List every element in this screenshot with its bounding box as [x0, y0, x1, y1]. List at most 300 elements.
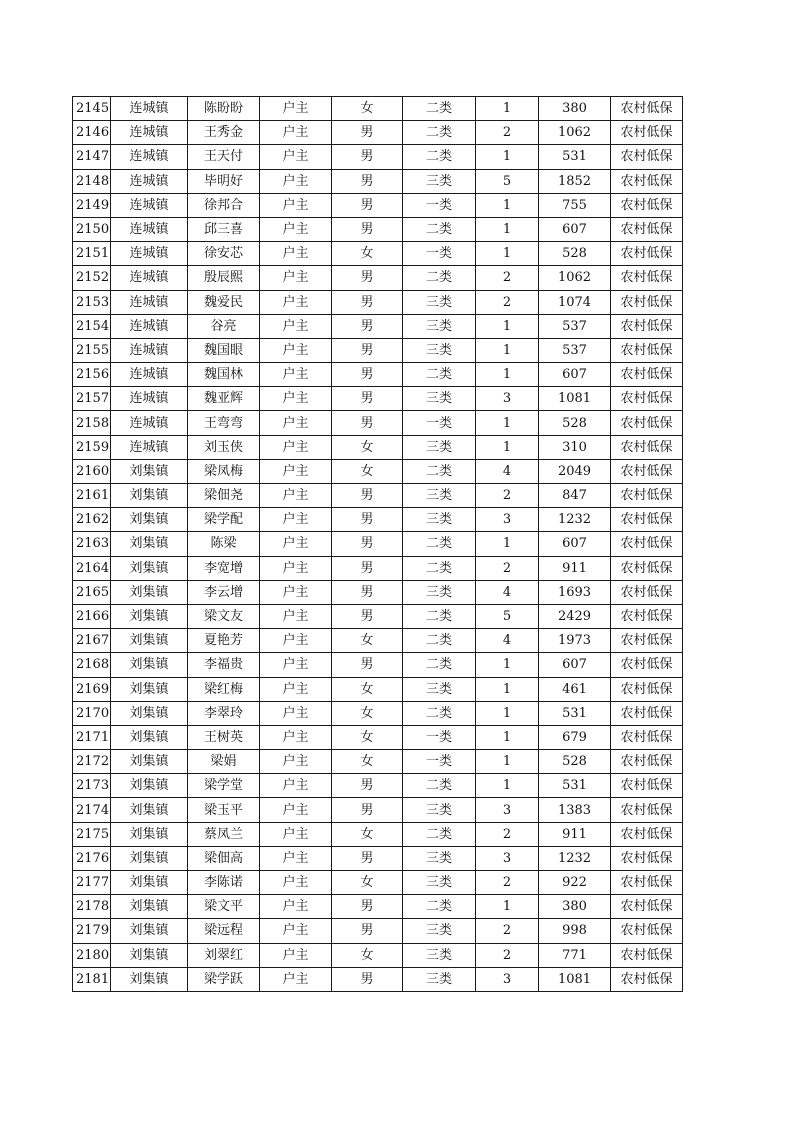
assistance-type-cell: 农村低保 — [611, 266, 683, 290]
name-cell: 梁玉平 — [188, 798, 260, 822]
serial-number-cell: 2171 — [73, 725, 111, 749]
serial-number-cell: 2146 — [73, 121, 111, 145]
gender-cell: 男 — [332, 145, 403, 169]
town-cell: 刘集镇 — [111, 484, 188, 508]
relation-cell: 户主 — [260, 895, 332, 919]
gender-cell: 男 — [332, 508, 403, 532]
gender-cell: 女 — [332, 943, 403, 967]
relation-cell: 户主 — [260, 314, 332, 338]
amount-cell: 380 — [539, 895, 611, 919]
amount-cell: 528 — [539, 411, 611, 435]
town-cell: 连城镇 — [111, 363, 188, 387]
name-cell: 陈梁 — [188, 532, 260, 556]
assistance-type-cell: 农村低保 — [611, 193, 683, 217]
relation-cell: 户主 — [260, 725, 332, 749]
gender-cell: 男 — [332, 580, 403, 604]
table-row — [73, 314, 683, 338]
household-size-cell: 1 — [476, 677, 539, 701]
household-size-cell: 1 — [476, 97, 539, 121]
name-cell: 刘玉侠 — [188, 435, 260, 459]
table-row — [73, 169, 683, 193]
household-size-cell: 2 — [476, 871, 539, 895]
town-cell: 刘集镇 — [111, 556, 188, 580]
relation-cell: 户主 — [260, 363, 332, 387]
name-cell: 梁远程 — [188, 919, 260, 943]
category-cell: 二类 — [403, 97, 476, 121]
assistance-type-cell: 农村低保 — [611, 435, 683, 459]
table-row — [73, 290, 683, 314]
household-size-cell: 2 — [476, 822, 539, 846]
amount-cell: 911 — [539, 556, 611, 580]
table-row — [73, 266, 683, 290]
category-cell: 一类 — [403, 193, 476, 217]
name-cell: 王弯弯 — [188, 411, 260, 435]
relation-cell: 户主 — [260, 435, 332, 459]
category-cell: 二类 — [403, 895, 476, 919]
town-cell: 刘集镇 — [111, 532, 188, 556]
serial-number-cell: 2152 — [73, 266, 111, 290]
serial-number-cell: 2155 — [73, 338, 111, 362]
gender-cell: 男 — [332, 846, 403, 870]
amount-cell: 1074 — [539, 290, 611, 314]
serial-number-cell: 2150 — [73, 217, 111, 241]
gender-cell: 男 — [332, 798, 403, 822]
assistance-type-cell: 农村低保 — [611, 822, 683, 846]
beneficiary-table — [72, 96, 683, 992]
category-cell: 三类 — [403, 677, 476, 701]
name-cell: 李翠玲 — [188, 701, 260, 725]
town-cell: 刘集镇 — [111, 653, 188, 677]
amount-cell: 1232 — [539, 508, 611, 532]
serial-number-cell: 2157 — [73, 387, 111, 411]
town-cell: 连城镇 — [111, 290, 188, 314]
assistance-type-cell: 农村低保 — [611, 919, 683, 943]
assistance-type-cell: 农村低保 — [611, 121, 683, 145]
assistance-type-cell: 农村低保 — [611, 580, 683, 604]
household-size-cell: 1 — [476, 750, 539, 774]
serial-number-cell: 2169 — [73, 677, 111, 701]
category-cell: 二类 — [403, 266, 476, 290]
town-cell: 刘集镇 — [111, 919, 188, 943]
category-cell: 二类 — [403, 363, 476, 387]
name-cell: 蔡凤兰 — [188, 822, 260, 846]
serial-number-cell: 2154 — [73, 314, 111, 338]
relation-cell: 户主 — [260, 556, 332, 580]
category-cell: 三类 — [403, 943, 476, 967]
amount-cell: 2429 — [539, 604, 611, 628]
table-row — [73, 967, 683, 991]
category-cell: 三类 — [403, 314, 476, 338]
table-row — [73, 653, 683, 677]
household-size-cell: 1 — [476, 217, 539, 241]
name-cell: 梁佃高 — [188, 846, 260, 870]
serial-number-cell: 2160 — [73, 459, 111, 483]
name-cell: 李陈诺 — [188, 871, 260, 895]
serial-number-cell: 2168 — [73, 653, 111, 677]
household-size-cell: 3 — [476, 798, 539, 822]
serial-number-cell: 2173 — [73, 774, 111, 798]
gender-cell: 男 — [332, 484, 403, 508]
gender-cell: 男 — [332, 532, 403, 556]
gender-cell: 男 — [332, 604, 403, 628]
category-cell: 三类 — [403, 484, 476, 508]
category-cell: 二类 — [403, 145, 476, 169]
assistance-type-cell: 农村低保 — [611, 871, 683, 895]
name-cell: 魏爱民 — [188, 290, 260, 314]
gender-cell: 男 — [332, 193, 403, 217]
town-cell: 连城镇 — [111, 338, 188, 362]
category-cell: 二类 — [403, 121, 476, 145]
assistance-type-cell: 农村低保 — [611, 967, 683, 991]
category-cell: 二类 — [403, 604, 476, 628]
assistance-type-cell: 农村低保 — [611, 653, 683, 677]
household-size-cell: 4 — [476, 580, 539, 604]
relation-cell: 户主 — [260, 604, 332, 628]
category-cell: 三类 — [403, 798, 476, 822]
table-row — [73, 798, 683, 822]
relation-cell: 户主 — [260, 193, 332, 217]
town-cell: 刘集镇 — [111, 822, 188, 846]
household-size-cell: 2 — [476, 484, 539, 508]
gender-cell: 男 — [332, 967, 403, 991]
name-cell: 梁凤梅 — [188, 459, 260, 483]
table-row — [73, 411, 683, 435]
serial-number-cell: 2149 — [73, 193, 111, 217]
category-cell: 一类 — [403, 411, 476, 435]
relation-cell: 户主 — [260, 798, 332, 822]
category-cell: 二类 — [403, 532, 476, 556]
amount-cell: 2049 — [539, 459, 611, 483]
household-size-cell: 3 — [476, 387, 539, 411]
serial-number-cell: 2158 — [73, 411, 111, 435]
assistance-type-cell: 农村低保 — [611, 750, 683, 774]
household-size-cell: 3 — [476, 846, 539, 870]
gender-cell: 男 — [332, 266, 403, 290]
relation-cell: 户主 — [260, 943, 332, 967]
amount-cell: 1852 — [539, 169, 611, 193]
relation-cell: 户主 — [260, 532, 332, 556]
assistance-type-cell: 农村低保 — [611, 145, 683, 169]
town-cell: 连城镇 — [111, 411, 188, 435]
table-row — [73, 701, 683, 725]
serial-number-cell: 2165 — [73, 580, 111, 604]
table-row — [73, 750, 683, 774]
relation-cell: 户主 — [260, 580, 332, 604]
assistance-type-cell: 农村低保 — [611, 701, 683, 725]
name-cell: 毕明好 — [188, 169, 260, 193]
gender-cell: 女 — [332, 459, 403, 483]
amount-cell: 771 — [539, 943, 611, 967]
amount-cell: 755 — [539, 193, 611, 217]
relation-cell: 户主 — [260, 750, 332, 774]
relation-cell: 户主 — [260, 701, 332, 725]
town-cell: 刘集镇 — [111, 846, 188, 870]
relation-cell: 户主 — [260, 822, 332, 846]
household-size-cell: 1 — [476, 895, 539, 919]
assistance-type-cell: 农村低保 — [611, 677, 683, 701]
name-cell: 梁文友 — [188, 604, 260, 628]
assistance-type-cell: 农村低保 — [611, 459, 683, 483]
gender-cell: 女 — [332, 701, 403, 725]
household-size-cell: 5 — [476, 604, 539, 628]
serial-number-cell: 2166 — [73, 604, 111, 628]
table-row — [73, 604, 683, 628]
town-cell: 刘集镇 — [111, 750, 188, 774]
amount-cell: 1383 — [539, 798, 611, 822]
gender-cell: 男 — [332, 363, 403, 387]
household-size-cell: 1 — [476, 532, 539, 556]
serial-number-cell: 2159 — [73, 435, 111, 459]
table-row — [73, 97, 683, 121]
table-body — [73, 97, 683, 992]
name-cell: 梁红梅 — [188, 677, 260, 701]
serial-number-cell: 2147 — [73, 145, 111, 169]
table-row — [73, 363, 683, 387]
table-row — [73, 532, 683, 556]
amount-cell: 537 — [539, 314, 611, 338]
household-size-cell: 1 — [476, 363, 539, 387]
category-cell: 二类 — [403, 653, 476, 677]
serial-number-cell: 2180 — [73, 943, 111, 967]
name-cell: 梁文平 — [188, 895, 260, 919]
serial-number-cell: 2162 — [73, 508, 111, 532]
table-row — [73, 556, 683, 580]
relation-cell: 户主 — [260, 967, 332, 991]
table-row — [73, 725, 683, 749]
household-size-cell: 2 — [476, 556, 539, 580]
household-size-cell: 1 — [476, 725, 539, 749]
serial-number-cell: 2174 — [73, 798, 111, 822]
category-cell: 三类 — [403, 508, 476, 532]
town-cell: 连城镇 — [111, 193, 188, 217]
assistance-type-cell: 农村低保 — [611, 846, 683, 870]
table-row — [73, 822, 683, 846]
name-cell: 李云增 — [188, 580, 260, 604]
amount-cell: 922 — [539, 871, 611, 895]
table-row — [73, 338, 683, 362]
table-row — [73, 871, 683, 895]
category-cell: 二类 — [403, 774, 476, 798]
household-size-cell: 2 — [476, 919, 539, 943]
gender-cell: 女 — [332, 435, 403, 459]
table-row — [73, 919, 683, 943]
amount-cell: 461 — [539, 677, 611, 701]
serial-number-cell: 2151 — [73, 242, 111, 266]
household-size-cell: 4 — [476, 459, 539, 483]
town-cell: 刘集镇 — [111, 604, 188, 628]
household-size-cell: 1 — [476, 193, 539, 217]
town-cell: 刘集镇 — [111, 967, 188, 991]
gender-cell: 男 — [332, 895, 403, 919]
table-row — [73, 943, 683, 967]
assistance-type-cell: 农村低保 — [611, 338, 683, 362]
table-row — [73, 145, 683, 169]
name-cell: 刘翠红 — [188, 943, 260, 967]
relation-cell: 户主 — [260, 411, 332, 435]
name-cell: 王树英 — [188, 725, 260, 749]
name-cell: 梁学堂 — [188, 774, 260, 798]
amount-cell: 911 — [539, 822, 611, 846]
category-cell: 三类 — [403, 580, 476, 604]
table-row — [73, 193, 683, 217]
household-size-cell: 2 — [476, 943, 539, 967]
town-cell: 连城镇 — [111, 97, 188, 121]
category-cell: 三类 — [403, 919, 476, 943]
household-size-cell: 2 — [476, 266, 539, 290]
household-size-cell: 4 — [476, 629, 539, 653]
name-cell: 梁佃尧 — [188, 484, 260, 508]
name-cell: 梁学配 — [188, 508, 260, 532]
town-cell: 刘集镇 — [111, 629, 188, 653]
name-cell: 殷辰熙 — [188, 266, 260, 290]
table-row — [73, 217, 683, 241]
household-size-cell: 1 — [476, 701, 539, 725]
town-cell: 连城镇 — [111, 169, 188, 193]
gender-cell: 女 — [332, 871, 403, 895]
category-cell: 三类 — [403, 846, 476, 870]
table-row — [73, 121, 683, 145]
amount-cell: 1693 — [539, 580, 611, 604]
amount-cell: 1062 — [539, 266, 611, 290]
relation-cell: 户主 — [260, 508, 332, 532]
table-row — [73, 387, 683, 411]
gender-cell: 女 — [332, 97, 403, 121]
town-cell: 连城镇 — [111, 387, 188, 411]
relation-cell: 户主 — [260, 121, 332, 145]
name-cell: 徐安芯 — [188, 242, 260, 266]
assistance-type-cell: 农村低保 — [611, 943, 683, 967]
amount-cell: 310 — [539, 435, 611, 459]
assistance-type-cell: 农村低保 — [611, 556, 683, 580]
amount-cell: 537 — [539, 338, 611, 362]
relation-cell: 户主 — [260, 387, 332, 411]
town-cell: 刘集镇 — [111, 580, 188, 604]
table-row — [73, 580, 683, 604]
serial-number-cell: 2170 — [73, 701, 111, 725]
category-cell: 一类 — [403, 750, 476, 774]
category-cell: 一类 — [403, 242, 476, 266]
category-cell: 二类 — [403, 822, 476, 846]
town-cell: 刘集镇 — [111, 774, 188, 798]
household-size-cell: 2 — [476, 290, 539, 314]
relation-cell: 户主 — [260, 459, 332, 483]
category-cell: 二类 — [403, 629, 476, 653]
town-cell: 连城镇 — [111, 266, 188, 290]
serial-number-cell: 2145 — [73, 97, 111, 121]
assistance-type-cell: 农村低保 — [611, 363, 683, 387]
serial-number-cell: 2178 — [73, 895, 111, 919]
relation-cell: 户主 — [260, 677, 332, 701]
household-size-cell: 3 — [476, 967, 539, 991]
serial-number-cell: 2172 — [73, 750, 111, 774]
name-cell: 王天付 — [188, 145, 260, 169]
name-cell: 陈盼盼 — [188, 97, 260, 121]
gender-cell: 男 — [332, 314, 403, 338]
assistance-type-cell: 农村低保 — [611, 97, 683, 121]
household-size-cell: 1 — [476, 653, 539, 677]
household-size-cell: 1 — [476, 774, 539, 798]
assistance-type-cell: 农村低保 — [611, 798, 683, 822]
assistance-type-cell: 农村低保 — [611, 169, 683, 193]
gender-cell: 女 — [332, 629, 403, 653]
name-cell: 王秀金 — [188, 121, 260, 145]
serial-number-cell: 2177 — [73, 871, 111, 895]
town-cell: 刘集镇 — [111, 508, 188, 532]
amount-cell: 1062 — [539, 121, 611, 145]
serial-number-cell: 2153 — [73, 290, 111, 314]
amount-cell: 607 — [539, 653, 611, 677]
town-cell: 连城镇 — [111, 145, 188, 169]
name-cell: 梁娟 — [188, 750, 260, 774]
household-size-cell: 2 — [476, 121, 539, 145]
amount-cell: 1081 — [539, 387, 611, 411]
amount-cell: 607 — [539, 363, 611, 387]
household-size-cell: 3 — [476, 508, 539, 532]
relation-cell: 户主 — [260, 484, 332, 508]
household-size-cell: 1 — [476, 338, 539, 362]
assistance-type-cell: 农村低保 — [611, 725, 683, 749]
relation-cell: 户主 — [260, 919, 332, 943]
serial-number-cell: 2156 — [73, 363, 111, 387]
amount-cell: 998 — [539, 919, 611, 943]
relation-cell: 户主 — [260, 871, 332, 895]
assistance-type-cell: 农村低保 — [611, 774, 683, 798]
gender-cell: 女 — [332, 822, 403, 846]
amount-cell: 531 — [539, 145, 611, 169]
serial-number-cell: 2181 — [73, 967, 111, 991]
table-row — [73, 484, 683, 508]
relation-cell: 户主 — [260, 653, 332, 677]
assistance-type-cell: 农村低保 — [611, 604, 683, 628]
relation-cell: 户主 — [260, 217, 332, 241]
assistance-type-cell: 农村低保 — [611, 532, 683, 556]
gender-cell: 男 — [332, 411, 403, 435]
gender-cell: 女 — [332, 677, 403, 701]
category-cell: 二类 — [403, 556, 476, 580]
category-cell: 二类 — [403, 217, 476, 241]
assistance-type-cell: 农村低保 — [611, 242, 683, 266]
assistance-type-cell: 农村低保 — [611, 629, 683, 653]
gender-cell: 男 — [332, 387, 403, 411]
assistance-type-cell: 农村低保 — [611, 387, 683, 411]
town-cell: 刘集镇 — [111, 725, 188, 749]
name-cell: 谷亮 — [188, 314, 260, 338]
name-cell: 夏艳芳 — [188, 629, 260, 653]
category-cell: 三类 — [403, 967, 476, 991]
category-cell: 二类 — [403, 701, 476, 725]
gender-cell: 男 — [332, 169, 403, 193]
name-cell: 邱三喜 — [188, 217, 260, 241]
household-size-cell: 1 — [476, 435, 539, 459]
category-cell: 三类 — [403, 387, 476, 411]
relation-cell: 户主 — [260, 338, 332, 362]
town-cell: 连城镇 — [111, 435, 188, 459]
name-cell: 李宽增 — [188, 556, 260, 580]
amount-cell: 531 — [539, 701, 611, 725]
household-size-cell: 1 — [476, 145, 539, 169]
amount-cell: 1973 — [539, 629, 611, 653]
town-cell: 刘集镇 — [111, 459, 188, 483]
amount-cell: 528 — [539, 242, 611, 266]
gender-cell: 男 — [332, 338, 403, 362]
relation-cell: 户主 — [260, 846, 332, 870]
gender-cell: 男 — [332, 774, 403, 798]
name-cell: 魏亚辉 — [188, 387, 260, 411]
town-cell: 刘集镇 — [111, 943, 188, 967]
serial-number-cell: 2175 — [73, 822, 111, 846]
serial-number-cell: 2148 — [73, 169, 111, 193]
town-cell: 连城镇 — [111, 217, 188, 241]
